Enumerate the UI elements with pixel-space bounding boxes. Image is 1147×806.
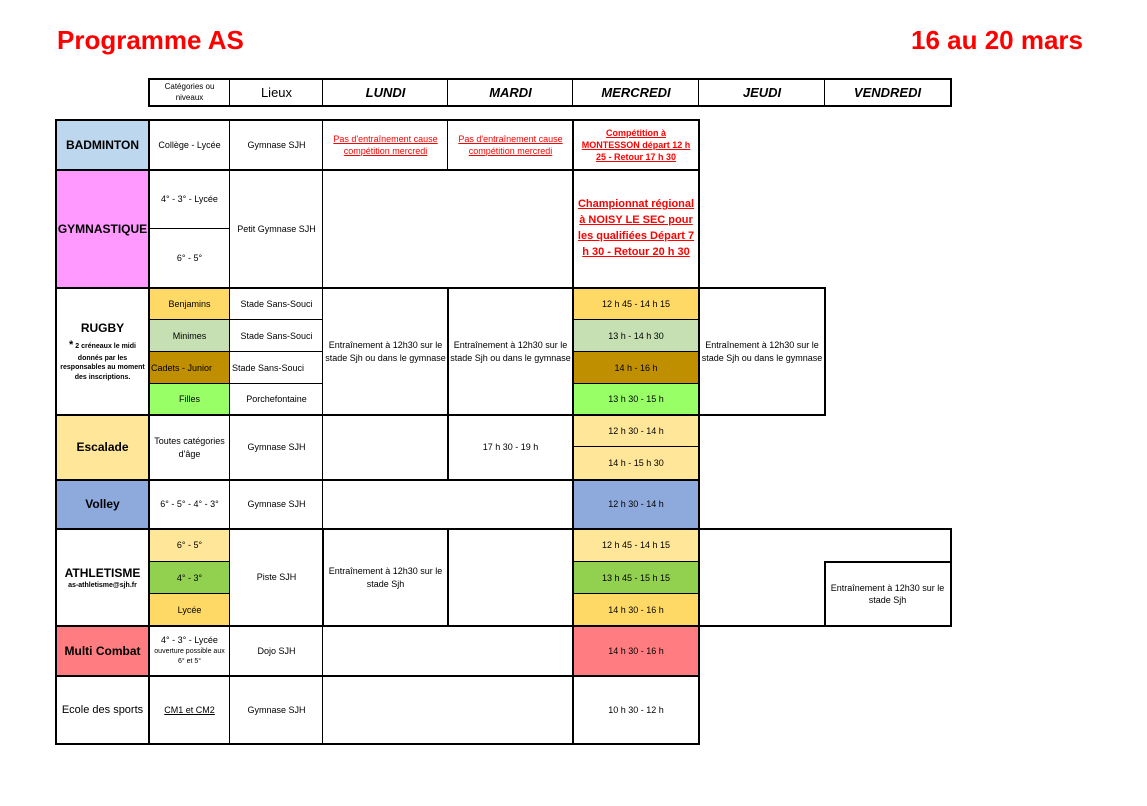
lieu: Dojo SJH <box>257 645 296 656</box>
mercredi-slot: 12 h 45 - 14 h 15 <box>573 288 699 320</box>
mercredi-slot: 13 h - 14 h 30 <box>573 320 699 352</box>
sport-gymnastique: GYMNASTIQUE <box>56 170 149 288</box>
category: 4° - 3° <box>149 562 230 594</box>
lieu: Gymnase SJH <box>247 139 306 150</box>
sport-volley: Volley <box>56 480 149 529</box>
category: 4° - 3° - Lycée ouverture possible aux 6° et 5° <box>149 626 230 676</box>
lieu: Porchefontaine <box>246 394 307 405</box>
lieu: Gymnase SJH <box>247 442 306 453</box>
mercredi-cell: 10 h 30 - 12 h <box>608 704 664 715</box>
lieu: Stade Sans-Souci <box>232 362 305 373</box>
header-jeudi: JEUDI <box>742 84 782 100</box>
lieu: Gymnase SJH <box>247 499 306 510</box>
mercredi-slot: 12 h 30 - 14 h <box>573 415 699 447</box>
contact-email[interactable]: as-athletisme@sjh.fr <box>68 581 137 589</box>
sport-badminton: BADMINTON <box>56 120 149 170</box>
lieu: Stade Sans-Souci <box>240 298 313 309</box>
header-vendredi: VENDREDI <box>853 84 922 100</box>
lundi-cell: Entraînement à 12h30 sur le stade Sjh ou dans le gymnase <box>325 340 446 363</box>
mercredi-slot: 14 h - 16 h <box>573 352 699 384</box>
sport-escalade: Escalade <box>56 415 149 480</box>
rugby-note: * 2 créneaux le midi donnés par les responsables au moment des inscriptions. <box>60 339 145 382</box>
header-categories: Catégories ou niveaux <box>164 81 215 102</box>
category-minimes: Minimes <box>149 320 230 352</box>
lundi-cell: Entraînement à 12h30 sur le stade Sjh <box>328 566 443 589</box>
category: Toutes catégories d'âge <box>154 436 225 459</box>
sport-ecole: Ecole des sports <box>61 703 144 716</box>
category: Lycée <box>149 594 230 626</box>
lieu: Stade Sans-Souci <box>240 330 313 341</box>
lundi-cell: Pas d'entraînement cause compétition mercredi <box>333 133 438 156</box>
mercredi-cell: 14 h 30 - 16 h <box>573 626 699 676</box>
mercredi-cell: 12 h 30 - 14 h <box>573 480 699 529</box>
page-title: Programme AS <box>57 25 244 55</box>
mercredi-slot: 13 h 30 - 15 h <box>573 384 699 415</box>
mercredi-cell: Championnat régional à NOISY LE SEC pour les qualifiées Départ 7 h 30 - Retour 20 h 30 <box>577 198 695 258</box>
asterisk: * <box>69 339 74 352</box>
sport-rugby <box>56 288 149 415</box>
mercredi-slot: 14 h 30 - 16 h <box>573 594 699 626</box>
category: CM1 et CM2 <box>164 704 215 715</box>
header-lundi: LUNDI <box>365 84 406 100</box>
mardi-cell: Pas d'entraînement cause compétition mercredi <box>458 133 563 156</box>
date-range: 16 au 20 mars <box>911 25 1084 55</box>
header-mardi: MARDI <box>489 84 532 100</box>
category: 6° - 5° - 4° - 3° <box>160 499 219 510</box>
category-filles: Filles <box>149 384 230 415</box>
lieu: Petit Gymnase SJH <box>237 223 316 234</box>
category: 6° - 5° <box>149 529 230 562</box>
sport-name: RUGBY <box>80 321 125 336</box>
mardi-cell: Entraînement à 12h30 sur le stade Sjh ou dans le gymnase <box>450 340 571 363</box>
vendredi-cell: Entraînement à 12h30 sur le stade Sjh <box>830 582 945 605</box>
category-benjamins: Benjamins <box>149 288 230 320</box>
mardi-cell: 17 h 30 - 19 h <box>482 442 539 453</box>
mercredi-cell: Compétition à MONTESSON départ 12 h 25 - Retour 17 h 30 <box>581 127 691 163</box>
category-cadets: Cadets - Junior <box>149 352 230 384</box>
mercredi-slot: 13 h 45 - 15 h 15 <box>573 562 699 594</box>
header-lieux: Lieux <box>260 84 293 100</box>
category-note: ouverture possible aux 6° et 5° <box>154 647 225 666</box>
lieu: Gymnase SJH <box>247 704 306 715</box>
category: 4° - 3° - Lycée <box>161 194 218 205</box>
category: 6° - 5° <box>176 253 203 264</box>
sport-athletisme <box>56 529 149 626</box>
mercredi-slot: 14 h - 15 h 30 <box>573 447 699 480</box>
header-mercredi: MERCREDI <box>601 84 671 100</box>
mercredi-slot: 12 h 45 - 14 h 15 <box>573 529 699 562</box>
jeudi-cell: Entraînement à 12h30 sur le stade Sjh ou dans le gymnase <box>701 340 823 363</box>
category: Collège - Lycée <box>158 139 221 150</box>
lieu: Piste SJH <box>256 572 297 583</box>
sport-multicombat: Multi Combat <box>56 626 149 676</box>
sport-name: ATHLETISME <box>64 565 141 580</box>
